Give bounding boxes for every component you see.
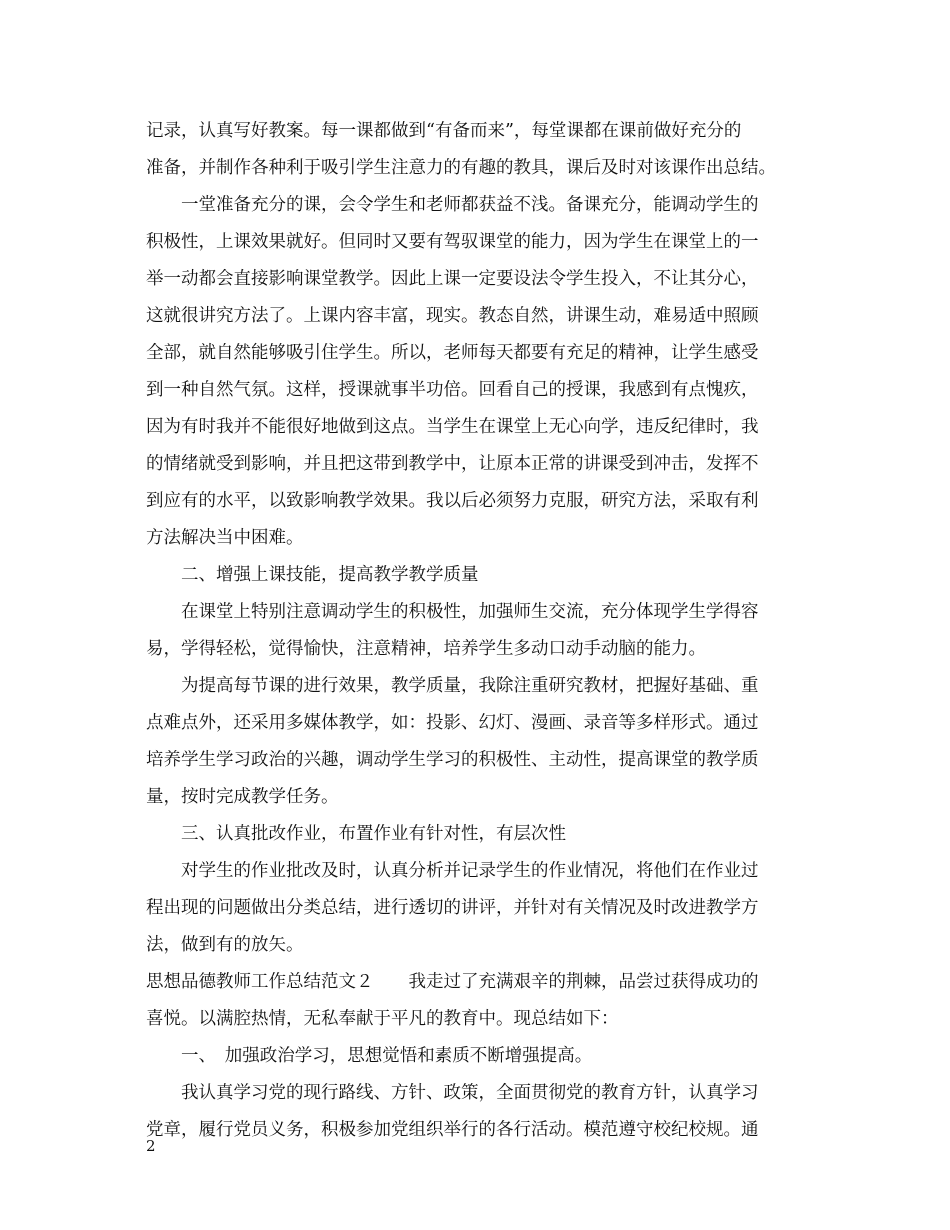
text-line: 到一种自然气氛。这样，授课就事半功倍。回看自己的授课，我感到有点愧疚， — [146, 380, 759, 400]
page-number: 2 — [146, 1137, 156, 1155]
text-line: 这就很讲究方法了。上课内容丰富，现实。教态自然，讲课生动，难易适中照顾 — [146, 306, 759, 326]
text-line: 一堂准备充分的课，会令学生和老师都获益不浅。备课充分，能调动学生的 — [146, 195, 759, 215]
text-line: 的情绪就受到影响，并且把这带到教学中，让原本正常的讲课受到冲击，发挥不 — [146, 454, 759, 474]
text-line: 积极性，上课效果就好。但同时又要有驾驭课堂的能力，因为学生在课堂上的一 — [146, 232, 759, 252]
text-line: 因为有时我并不能很好地做到这点。当学生在课堂上无心向学，违反纪律时，我 — [146, 417, 759, 437]
text-line: 方法解决当中困难。 — [146, 528, 304, 548]
text-line: 党章，履行党员义务，积极参加党组织举行的各行活动。模范遵守校纪校规。通 — [146, 1120, 759, 1140]
section-heading: 一、 加强政治学习，思想觉悟和素质不断增强提高。 — [146, 1046, 593, 1066]
text-line: 我认真学习党的现行路线、方针、政策，全面贯彻党的教育方针，认真学习 — [146, 1083, 759, 1103]
text-line: 法，做到有的放矢。 — [146, 935, 304, 955]
text-line: 易，学得轻松，觉得愉快，注意精神，培养学生多动口动手动脑的能力。 — [146, 639, 706, 659]
text-line: 喜悦。以满腔热情，无私奉献于平凡的教育中。现总结如下： — [146, 1009, 619, 1029]
text-line: 点难点外，还采用多媒体教学，如：投影、幻灯、漫画、录音等多样形式。通过 — [146, 713, 759, 733]
text-line: 思想品德教师工作总结范文２ 我走过了充满艰辛的荆棘，品尝过获得成功的 — [146, 972, 759, 992]
text-line: 在课堂上特别注意调动学生的积极性，加强师生交流，充分体现学生学得容 — [146, 602, 759, 622]
text-line: 举一动都会直接影响课堂教学。因此上课一定要设法令学生投入，不让其分心， — [146, 269, 759, 289]
text-line: 记录，认真写好教案。每一课都做到“有备而来”，每堂课都在课前做好充分的 — [146, 121, 742, 141]
text-line: 准备，并制作各种利于吸引学生注意力的有趣的教具，课后及时对该课作出总结。 — [146, 158, 776, 178]
text-line: 全部，就自然能够吸引住学生。所以，老师每天都要有充足的精神，让学生感受 — [146, 343, 759, 363]
text-line: 量，按时完成教学任务。 — [146, 787, 339, 807]
text-line: 程出现的问题做出分类总结，进行透切的讲评，并针对有关情况及时改进教学方 — [146, 898, 759, 918]
section-heading: 三、认真批改作业，布置作业有针对性，有层次性 — [146, 824, 566, 844]
section-heading: 二、增强上课技能，提高教学教学质量 — [146, 565, 479, 585]
text-line: 到应有的水平，以致影响教学效果。我以后必须努力克服，研究方法，采取有利 — [146, 491, 759, 511]
text-line: 为提高每节课的进行效果，教学质量，我除注重研究教材，把握好基础、重 — [146, 676, 759, 696]
text-line: 培养学生学习政治的兴趣，调动学生学习的积极性、主动性，提高课堂的教学质 — [146, 750, 759, 770]
text-line: 对学生的作业批改及时，认真分析并记录学生的作业情况，将他们在作业过 — [146, 861, 759, 881]
